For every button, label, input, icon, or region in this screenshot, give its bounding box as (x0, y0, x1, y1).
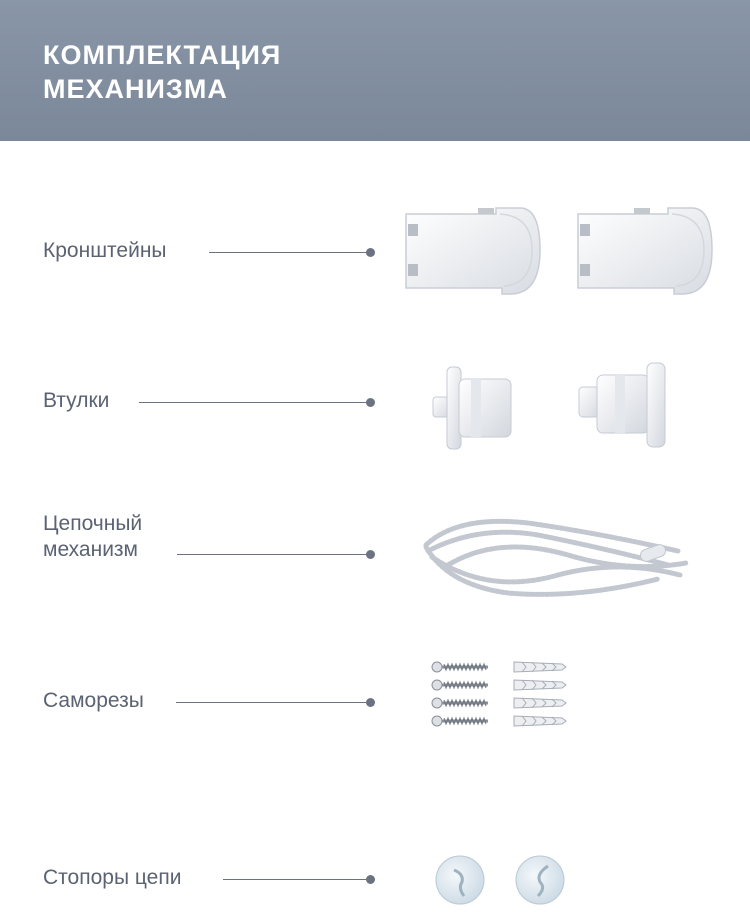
item-row-stoppers (0, 840, 750, 910)
item-label-chain-line-1: Цепочный (43, 512, 143, 535)
item-label-screws: Саморезы (43, 689, 144, 712)
page-title (43, 38, 281, 106)
item-label-bushings: Втулки (43, 389, 110, 412)
leader-line (209, 252, 369, 253)
item-row-screws (0, 655, 750, 755)
item-label-brackets: Кронштейны (43, 239, 167, 262)
leader-line (176, 702, 369, 703)
leader-dot (366, 398, 375, 407)
page-title-line-1: КОМПЛЕКТАЦИЯ (43, 40, 282, 70)
header-banner (0, 0, 750, 141)
bushing-icon (425, 359, 675, 454)
bracket-icon (400, 204, 720, 304)
item-row-chain (0, 505, 750, 615)
leader-dot (366, 248, 375, 257)
item-label-chain (43, 511, 142, 563)
item-label-chain-line-2: механизм (43, 538, 138, 561)
leader-line (223, 879, 369, 880)
chain-stopper-icon (432, 852, 572, 910)
leader-dot (366, 550, 375, 559)
item-row-brackets (0, 200, 750, 310)
leader-dot (366, 698, 375, 707)
bead-chain-icon (418, 505, 693, 610)
leader-dot (366, 875, 375, 884)
item-row-bushings (0, 355, 750, 455)
leader-line (139, 402, 369, 403)
leader-line (177, 554, 369, 555)
page-title-line-2: МЕХАНИЗМА (43, 74, 228, 104)
item-label-stoppers: Стопоры цепи (43, 866, 182, 889)
screws-and-dowels-icon (430, 657, 570, 747)
